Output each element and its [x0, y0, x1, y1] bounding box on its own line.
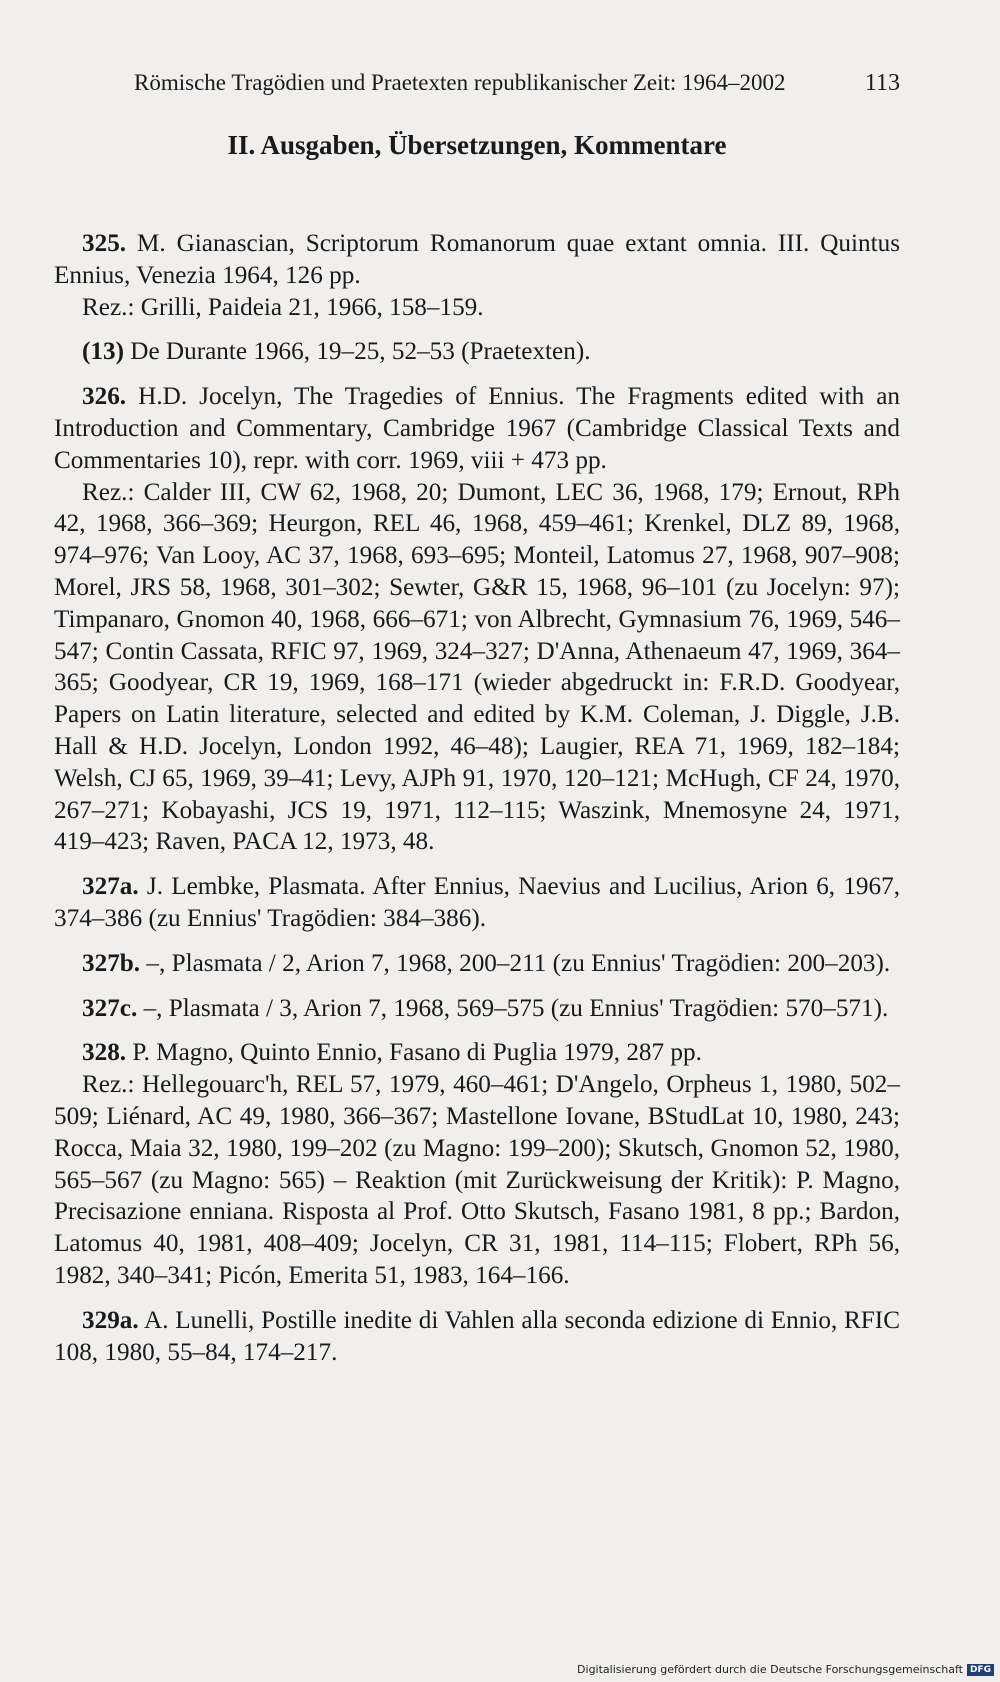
page-number: 113: [864, 70, 900, 96]
running-head-title: Römische Tragödien und Praetexten republikanischer Zeit: 1964–2002: [134, 70, 786, 95]
entry-number: 327b.: [82, 949, 141, 977]
bib-entry: [54, 228, 900, 323]
entry-paragraph: 327a. J. Lembke, Plasmata. After Ennius, Naevius and Lucilius, Arion 6, 1967, 374–386 (zu Ennius' Tragödien: 384–386).: [54, 873, 900, 932]
review-paragraph: Rez.: Calder III, CW 62, 1968, 20; Dumont, LEC 36, 1968, 179; Ernout, RPh 42, 1968, 366–369; Heurgon, REL 46, 1968, 459–461; Krenkel, DLZ 89, 1968, 974–976; Van Looy, AC 37, 1968, 693–695; Monteil, Latomus 27, 1968, 907–908; Morel, JRS 58, 1968, 301–302; Sewter, G&R 15, 1968, 96–101 (zu Jocelyn: 97); Timpanaro, Gnomon 40, 1968, 666–671; von Albrecht, Gymnasium 76, 1969, 546–547; Contin Cassata, RFIC 97, 1969, 324–327; D'Anna, Athenaeum 47, 1969, 364–365; Goodyear, CR 19, 1969, 168–171 (wieder abgedruckt in: F.R.D. Goodyear, Papers on Latin literature, selected and edited by K.M. Coleman, J. Diggle, J.B. Hall & H.D. Jocelyn, London 1992, 46–48); Laugier, REA 71, 1969, 182–184; Welsh, CJ 65, 1969, 39–41; Levy, AJPh 91, 1970, 120–121; McHugh, CF 24, 1970, 267–271; Kobayashi, JCS 19, 1971, 112–115; Waszink, Mnemosyne 24, 1971, 419–423; Raven, PACA 12, 1973, 48.: [54, 478, 900, 856]
entry-paragraph: 327b. –, Plasmata / 2, Arion 7, 1968, 200–211 (zu Ennius' Tragödien: 200–203).: [82, 949, 891, 977]
entry-paragraph: 329a. A. Lunelli, Postille inedite di Vahlen alla seconda edizione di Ennio, RFIC 108, 1980, 55–84, 174–217.: [54, 1306, 900, 1366]
entry-paragraph: 325. M. Gianascian, Scriptorum Romanorum quae extant omnia. III. Quintus Ennius, Venezia 1964, 126 pp.: [54, 230, 900, 289]
section-title: II. Ausgaben, Übersetzungen, Kommentare: [227, 130, 727, 160]
footer-text: Digitalisierung gefördert durch die Deutsche Forschungsgemeinschaft: [577, 1663, 963, 1676]
entry-number: (13): [82, 338, 124, 366]
entry-number: 329a.: [82, 1306, 139, 1334]
bib-entry: [54, 871, 900, 935]
bib-entry: [54, 381, 900, 858]
entry-paragraph: (13) De Durante 1966, 19–25, 52–53 (Praetexten).: [82, 338, 591, 366]
bib-entry: [54, 336, 900, 368]
bib-entry: [54, 1305, 900, 1369]
dfg-logo: DFG: [967, 1664, 994, 1676]
review-paragraph: Rez.: Hellegouarc'h, REL 57, 1979, 460–461; D'Angelo, Orpheus 1, 1980, 502–509; Liénard, AC 49, 1980, 366–367; Mastellone Iovane, BStudLat 10, 1980, 243; Rocca, Maia 32, 1980, 199–202 (zu Magno: 199–200); Skutsch, Gnomon 52, 1980, 565–567 (zu Magno: 565) – Reaktion (mit Zurückweisung der Kritik): P. Magno, Precisazione enniana. Risposta al Prof. Otto Skutsch, Fasano 1981, 8 pp.; Bardon, Latomus 40, 1981, 408–409; Jocelyn, CR 31, 1981, 114–115; Flobert, RPh 56, 1982, 340–341; Picón, Emerita 51, 1983, 164–166.: [54, 1071, 900, 1289]
entry-number: 325.: [82, 230, 127, 257]
entry-number: 327a.: [82, 873, 139, 901]
bib-entry: [54, 1037, 900, 1291]
review-paragraph: Rez.: Grilli, Paideia 21, 1966, 158–159.: [82, 293, 484, 321]
entry-number: 328.: [82, 1039, 127, 1067]
entry-paragraph: 327c. –, Plasmata / 3, Arion 7, 1968, 569–575 (zu Ennius' Tragödien: 570–571).: [82, 994, 889, 1022]
bib-entry: [54, 948, 900, 980]
digitization-footer: [577, 1663, 994, 1676]
bib-entry: [54, 993, 900, 1025]
entry-paragraph: 328. P. Magno, Quinto Ennio, Fasano di Puglia 1979, 287 pp.: [82, 1039, 702, 1067]
entry-number: 327c.: [82, 994, 138, 1022]
entry-paragraph: 326. H.D. Jocelyn, The Tragedies of Ennius. The Fragments edited with an Introduction and Commentary, Cambridge 1967 (Cambridge Classical Texts and Commentaries 10), repr. with corr. 1969, viii + 473 pp.: [54, 383, 900, 474]
entry-number: 326.: [82, 383, 127, 411]
bibliography-entries: [54, 228, 900, 1381]
running-head: [54, 70, 900, 100]
